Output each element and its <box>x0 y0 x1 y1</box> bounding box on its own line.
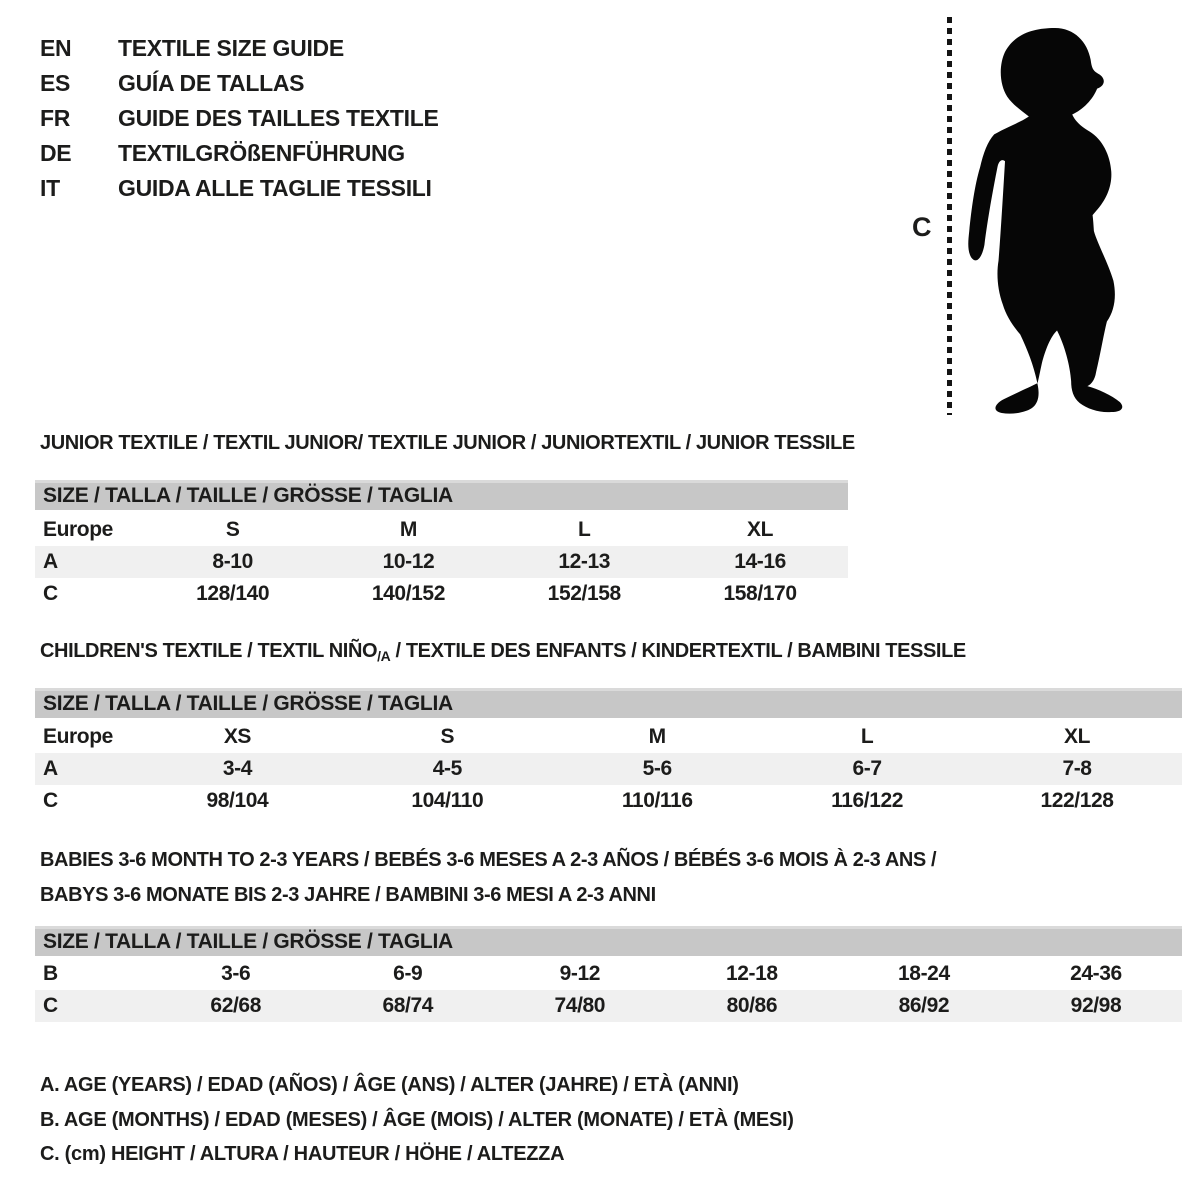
value-cell: L <box>578 518 591 541</box>
value-cell: 152/158 <box>547 582 621 605</box>
lang-row-es <box>40 66 439 101</box>
value-cell: 12-18 <box>725 962 778 985</box>
table-row <box>35 514 848 546</box>
children-size-header: SIZE / TALLA / TAILLE / GRÖSSE / TAGLIA <box>35 688 1182 718</box>
lang-title: TEXTILGRÖßENFÜHRUNG <box>118 140 405 166</box>
value-cell: 122/128 <box>1040 789 1114 812</box>
language-title-list <box>40 31 439 206</box>
value-cell: 3-4 <box>222 757 252 780</box>
value-cell: 5-6 <box>642 757 672 780</box>
value-cell: L <box>860 725 874 748</box>
lang-row-de <box>40 136 439 171</box>
value-cell: 158/170 <box>723 582 797 605</box>
children-title-text: CHILDREN'S TEXTILE / TEXTIL NIÑO <box>40 640 378 662</box>
table-row <box>35 958 1182 990</box>
value-cell: 12-13 <box>558 550 611 573</box>
value-cell: 3-6 <box>221 962 251 985</box>
lang-code: EN <box>40 35 72 61</box>
legend-line-a: A. AGE (YEARS) / EDAD (AÑOS) / ÂGE (ANS) / ALTER (JAHRE) / ETÀ (ANNI) <box>40 1074 739 1096</box>
value-cell: 74/80 <box>554 994 606 1017</box>
measure-legend <box>40 1068 794 1172</box>
children-title-text: / TEXTILE DES ENFANTS / KINDERTEXTIL / BAMBINI TESSILE <box>390 640 966 662</box>
row-label-cell: C <box>43 789 58 812</box>
value-cell: 10-12 <box>382 550 435 573</box>
value-cell: S <box>440 725 455 748</box>
value-cell: 98/104 <box>206 789 269 812</box>
value-cell: XS <box>223 725 252 748</box>
row-label-cell: C <box>43 582 58 605</box>
legend-line-c: C. (cm) HEIGHT / ALTURA / HAUTEUR / HÖHE / ALTEZZA <box>40 1143 565 1166</box>
lang-title: GUÍA DE TALLAS <box>118 70 305 96</box>
babies-section-title <box>40 843 936 913</box>
value-cell: 128/140 <box>196 582 270 605</box>
row-label-cell: A <box>43 757 58 780</box>
lang-code: IT <box>40 175 60 201</box>
row-label-cell: Europe <box>43 518 113 541</box>
lang-code: FR <box>40 105 71 131</box>
junior-section-title: JUNIOR TEXTILE / TEXTIL JUNIOR/ TEXTILE JUNIOR / JUNIORTEXTIL / JUNIOR TESSILE <box>40 432 855 454</box>
row-label-cell: C <box>43 994 58 1017</box>
lang-code: ES <box>40 70 71 96</box>
value-cell: 6-9 <box>393 962 423 985</box>
value-cell: 104/110 <box>411 789 484 812</box>
value-cell: 68/74 <box>382 994 434 1017</box>
lang-title: GUIDA ALLE TAGLIE TESSILI <box>118 175 432 201</box>
row-label-cell: A <box>43 550 58 573</box>
value-cell: XL <box>1064 725 1091 748</box>
value-cell: M <box>399 518 417 541</box>
table-row <box>35 990 1182 1022</box>
value-cell: 140/152 <box>371 582 445 605</box>
toddler-silhouette-icon <box>966 20 1134 418</box>
value-cell: 86/92 <box>898 994 950 1017</box>
babies-size-header: SIZE / TALLA / TAILLE / GRÖSSE / TAGLIA <box>35 926 1182 956</box>
lang-title: TEXTILE SIZE GUIDE <box>118 35 344 61</box>
junior-size-header: SIZE / TALLA / TAILLE / GRÖSSE / TAGLIA <box>35 480 848 510</box>
value-cell: 92/98 <box>1070 994 1122 1017</box>
value-cell: 110/116 <box>621 789 693 812</box>
table-row <box>35 546 848 578</box>
babies-title-line1: BABIES 3-6 MONTH TO 2-3 YEARS / BEBÉS 3-6 MESES A 2-3 AÑOS / BÉBÉS 3-6 MOIS À 2-3 ANS / <box>40 849 937 871</box>
lang-row-fr <box>40 101 439 136</box>
junior-size-table <box>35 514 848 610</box>
value-cell: XL <box>747 518 774 541</box>
children-title-subscript: /A <box>377 648 391 664</box>
children-section-title <box>40 639 966 668</box>
row-label-cell: B <box>43 962 58 985</box>
babies-title-line2: BABYS 3-6 MONATE BIS 2-3 JAHRE / BAMBINI 3-6 MESI A 2-3 ANNI <box>40 884 656 906</box>
value-cell: 14-16 <box>734 550 786 573</box>
value-cell: 24-36 <box>1070 962 1122 985</box>
children-size-table <box>35 721 1182 817</box>
value-cell: 62/68 <box>210 994 261 1017</box>
value-cell: 8-10 <box>212 550 253 573</box>
lang-row-en <box>40 31 439 66</box>
height-dashed-line <box>947 17 952 415</box>
babies-size-table <box>35 958 1182 1022</box>
table-row <box>35 578 848 610</box>
value-cell: 18-24 <box>898 962 950 985</box>
value-cell: 116/122 <box>831 789 904 812</box>
lang-title: GUIDE DES TAILLES TEXTILE <box>118 105 439 131</box>
height-measure-label: C <box>912 212 932 242</box>
value-cell: M <box>648 725 666 748</box>
lang-row-it <box>40 171 439 206</box>
value-cell: 4-5 <box>432 757 462 780</box>
row-label-cell: Europe <box>43 725 113 748</box>
value-cell: 6-7 <box>852 757 882 780</box>
value-cell: 80/86 <box>726 994 778 1017</box>
table-row <box>35 785 1182 817</box>
legend-line-b: B. AGE (MONTHS) / EDAD (MESES) / ÂGE (MOIS) / ALTER (MONATE) / ETÀ (MESI) <box>40 1108 794 1131</box>
value-cell: 9-12 <box>559 962 601 985</box>
value-cell: 7-8 <box>1062 757 1092 780</box>
lang-code: DE <box>40 140 72 166</box>
table-row <box>35 753 1182 785</box>
table-row <box>35 721 1182 753</box>
value-cell: S <box>225 518 240 541</box>
